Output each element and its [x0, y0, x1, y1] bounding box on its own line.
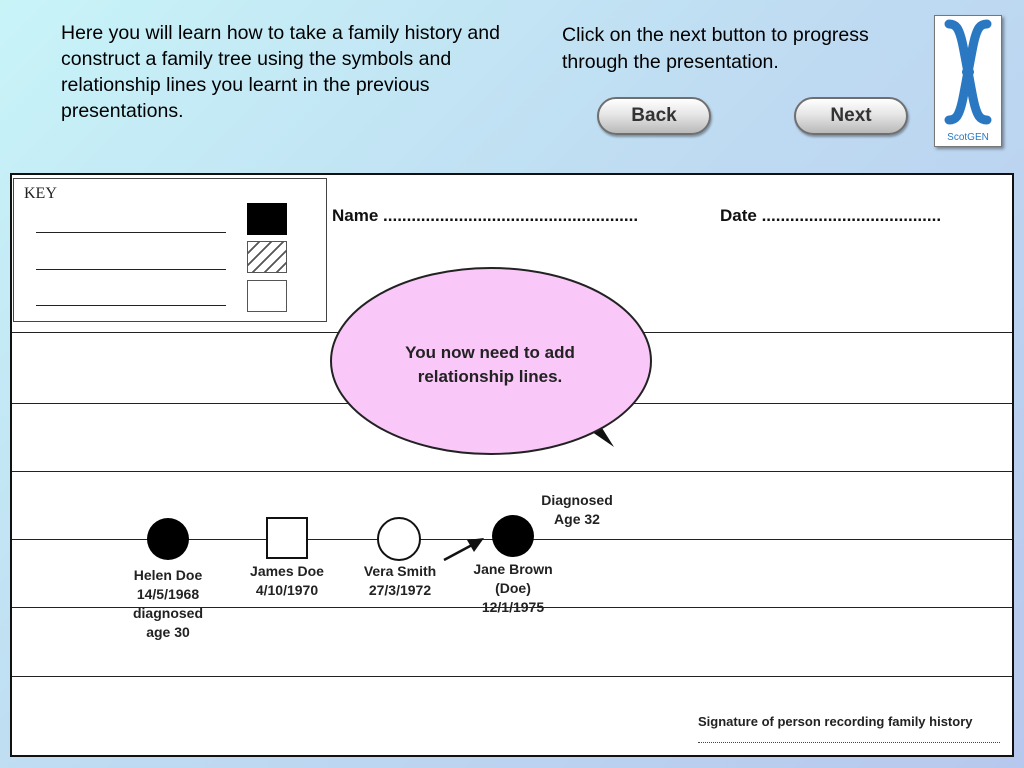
signature-line: [698, 742, 1000, 743]
intro-text: Here you will learn how to take a family history and construct a family tree using the symbols and relationship lines you learnt in the previous presentations.: [61, 22, 500, 122]
key-title: KEY: [24, 185, 57, 202]
next-button[interactable]: Next: [794, 97, 908, 135]
name-field-label: Name ......................................................: [332, 206, 639, 225]
scotgen-logo: [934, 15, 1002, 147]
date-field-label: Date ......................................: [720, 206, 942, 225]
james-male-symbol: [267, 518, 307, 558]
helen-label: Helen Doe 14/5/1968 diagnosed age 30: [132, 567, 203, 640]
vera-label: Vera Smith 27/3/1972: [363, 563, 437, 598]
instruction-text: Click on the next button to progress through the presentation.: [562, 24, 869, 73]
proband-arrow: [444, 545, 472, 560]
signature-label: Signature of person recording family history: [698, 714, 973, 729]
vera-female-symbol: [378, 518, 420, 560]
pedigree-drawing: [12, 175, 1016, 759]
james-label: James Doe 4/10/1970: [250, 563, 324, 598]
chromosome-icon: [935, 16, 1001, 128]
jane-diagnosis-note: Diagnosed Age 32: [541, 492, 613, 527]
jane-label: Jane Brown (Doe) 12/1/1975: [473, 561, 553, 615]
bubble-text: You now need to add relationship lines.: [405, 343, 575, 386]
logo-text: ScotGEN: [947, 132, 989, 143]
helen-affected-female-symbol: [147, 518, 189, 560]
family-history-form: [10, 173, 1014, 757]
back-button[interactable]: Back: [597, 97, 711, 135]
